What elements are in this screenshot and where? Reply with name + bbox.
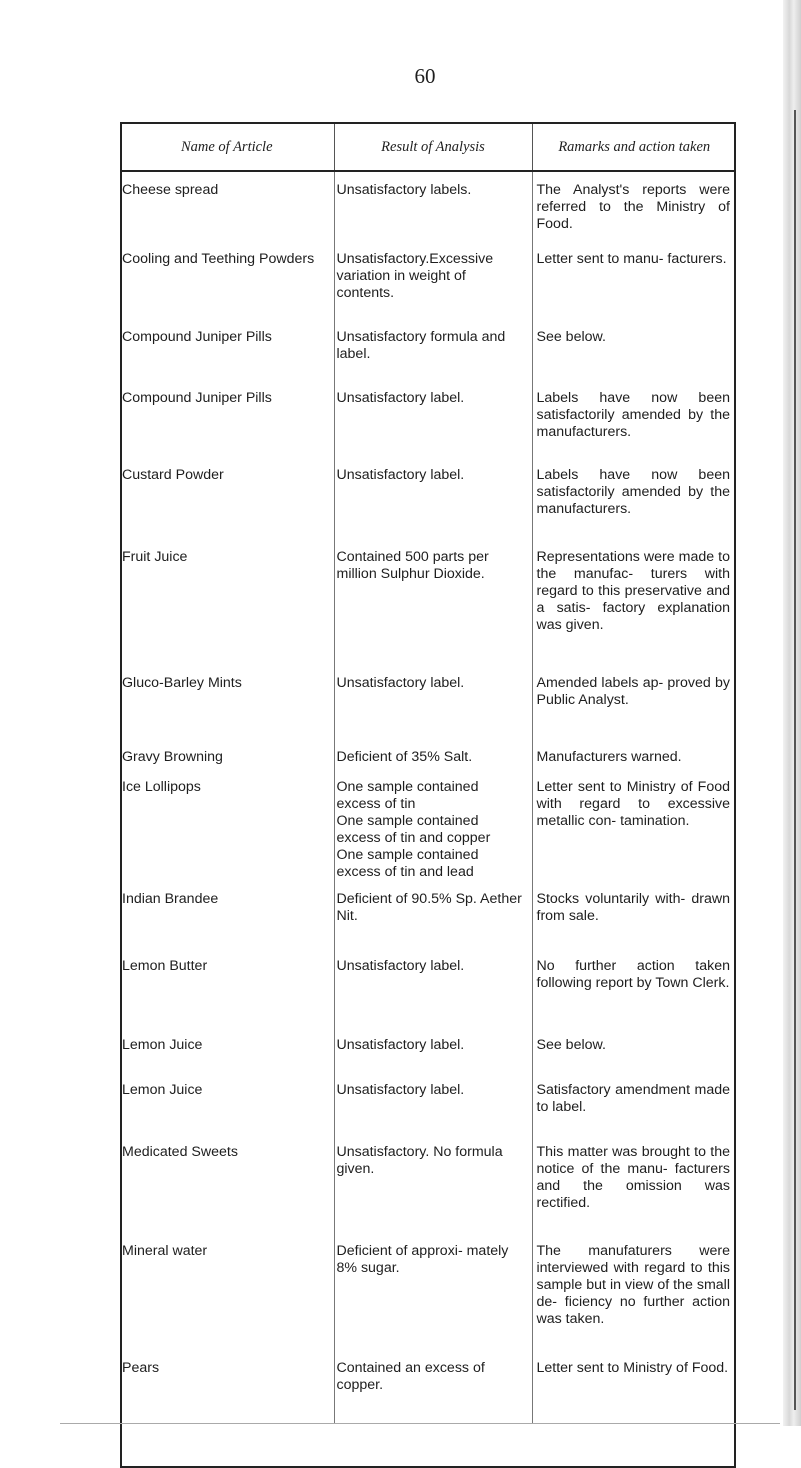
table-row <box>120 1360 736 1423</box>
table-row <box>120 390 736 467</box>
remarks: See below. <box>532 1037 736 1082</box>
remarks: Amended labels ap- proved by Public Analyst. <box>532 675 736 749</box>
article-name: Compound Juniper Pills <box>122 329 272 345</box>
table-row <box>120 329 736 390</box>
table-row <box>120 1037 736 1082</box>
article-name: Gravy Browning <box>122 749 223 765</box>
remarks: Satisfactory amendment made to label. <box>532 1082 736 1144</box>
table-row <box>120 549 736 675</box>
scan-edge <box>783 0 801 1426</box>
remarks: The Analyst's reports were referred to the Ministry of Food. <box>532 171 736 251</box>
result-line: One sample contained excess of tin <box>336 779 479 812</box>
remarks: Manufacturers warned. <box>532 749 736 779</box>
article-name: Pears <box>122 1360 160 1376</box>
scan-bottom-edge <box>60 1423 780 1424</box>
table-row <box>120 749 736 779</box>
table-row <box>120 1243 736 1360</box>
table-row <box>120 1082 736 1144</box>
article-name: Indian Brandee <box>122 891 219 907</box>
article-name: Cooling and Teething Powders <box>122 251 315 267</box>
analysis-result: Unsatisfactory label. <box>334 675 532 749</box>
table-row <box>120 958 736 1037</box>
table-header-row <box>120 123 736 171</box>
article-name: Lemon Butter <box>122 958 208 974</box>
column-header-remarks: Ramarks and action taken <box>532 123 736 171</box>
result-line: One sample contained excess of tin and copper <box>336 813 491 846</box>
table-row <box>120 1144 736 1243</box>
remarks: Labels have now been satisfactorily amended by the manufacturers. <box>532 390 736 467</box>
remarks: See below. <box>532 329 736 390</box>
analysis-result: Deficient of 35% Salt. <box>334 749 532 779</box>
analysis-table <box>120 122 736 1423</box>
column-header-article: Name of Article <box>120 123 334 171</box>
analysis-result: Contained 500 parts per million Sulphur Dioxide. <box>334 549 532 675</box>
table-row <box>120 171 736 251</box>
analysis-result: Contained an excess of copper. <box>334 1360 532 1423</box>
table-row <box>120 251 736 329</box>
page-number: 60 <box>414 64 436 88</box>
article-name: Lemon Juice <box>122 1082 203 1098</box>
analysis-result: Unsatisfactory label. <box>334 958 532 1037</box>
analysis-result: Unsatisfactory labels. <box>334 171 532 251</box>
article-name: Custard Powder <box>122 467 224 483</box>
analysis-result: Unsatisfactory. No formula given. <box>334 1144 532 1243</box>
article-name: Cheese spread <box>122 182 219 198</box>
article-name: Fruit Juice <box>122 549 188 565</box>
result-line: One sample contained excess of tin and lead <box>336 847 479 880</box>
article-name: Compound Juniper Pills <box>122 390 272 406</box>
remarks: This matter was brought to the notice of the manu- facturers and the omission was rectified. <box>532 1144 736 1243</box>
table-row <box>120 779 736 891</box>
article-name: Lemon Juice <box>122 1037 203 1053</box>
article-name: Mineral water <box>122 1243 208 1259</box>
scan-edge-line <box>794 110 796 1410</box>
remarks: The manufaturers were interviewed with regard to this sample but in view of the small de- ficiency no further action was taken. <box>532 1243 736 1360</box>
analysis-result: Unsatisfactory label. <box>334 467 532 549</box>
column-header-result: Result of Analysis <box>334 123 532 171</box>
table-row <box>120 891 736 958</box>
remarks: Letter sent to Ministry of Food. <box>532 1360 736 1423</box>
analysis-result: Unsatisfactory label. <box>334 1037 532 1082</box>
analysis-result: Unsatisfactory label. <box>334 390 532 467</box>
remarks: Letter sent to manu- facturers. <box>532 251 736 329</box>
analysis-result <box>334 779 532 891</box>
remarks: Representations were made to the manufac- turers with regard to this preservative and a satis- factory explanation was given. <box>532 549 736 675</box>
article-name: Gluco-Barley Mints <box>122 675 242 691</box>
remarks: Letter sent to Ministry of Food with regard to excessive metallic con- tamination. <box>532 779 736 891</box>
analysis-result: Deficient of 90.5% Sp. Aether Nit. <box>334 891 532 958</box>
analysis-result: Deficient of approxi- mately 8% sugar. <box>334 1243 532 1360</box>
analysis-result: Unsatisfactory formula and label. <box>334 329 532 390</box>
analysis-result: Unsatisfactory.Excessive variation in weight of contents. <box>334 251 532 329</box>
remarks: Stocks voluntarily with- drawn from sale. <box>532 891 736 958</box>
article-name: Ice Lollipops <box>122 779 201 795</box>
analysis-result: Unsatisfactory label. <box>334 1082 532 1144</box>
remarks: No further action taken following report by Town Clerk. <box>532 958 736 1037</box>
table-row <box>120 467 736 549</box>
article-name: Medicated Sweets <box>122 1144 238 1160</box>
remarks: Labels have now been satisfactorily amended by the manufacturers. <box>532 467 736 549</box>
table-row <box>120 675 736 749</box>
